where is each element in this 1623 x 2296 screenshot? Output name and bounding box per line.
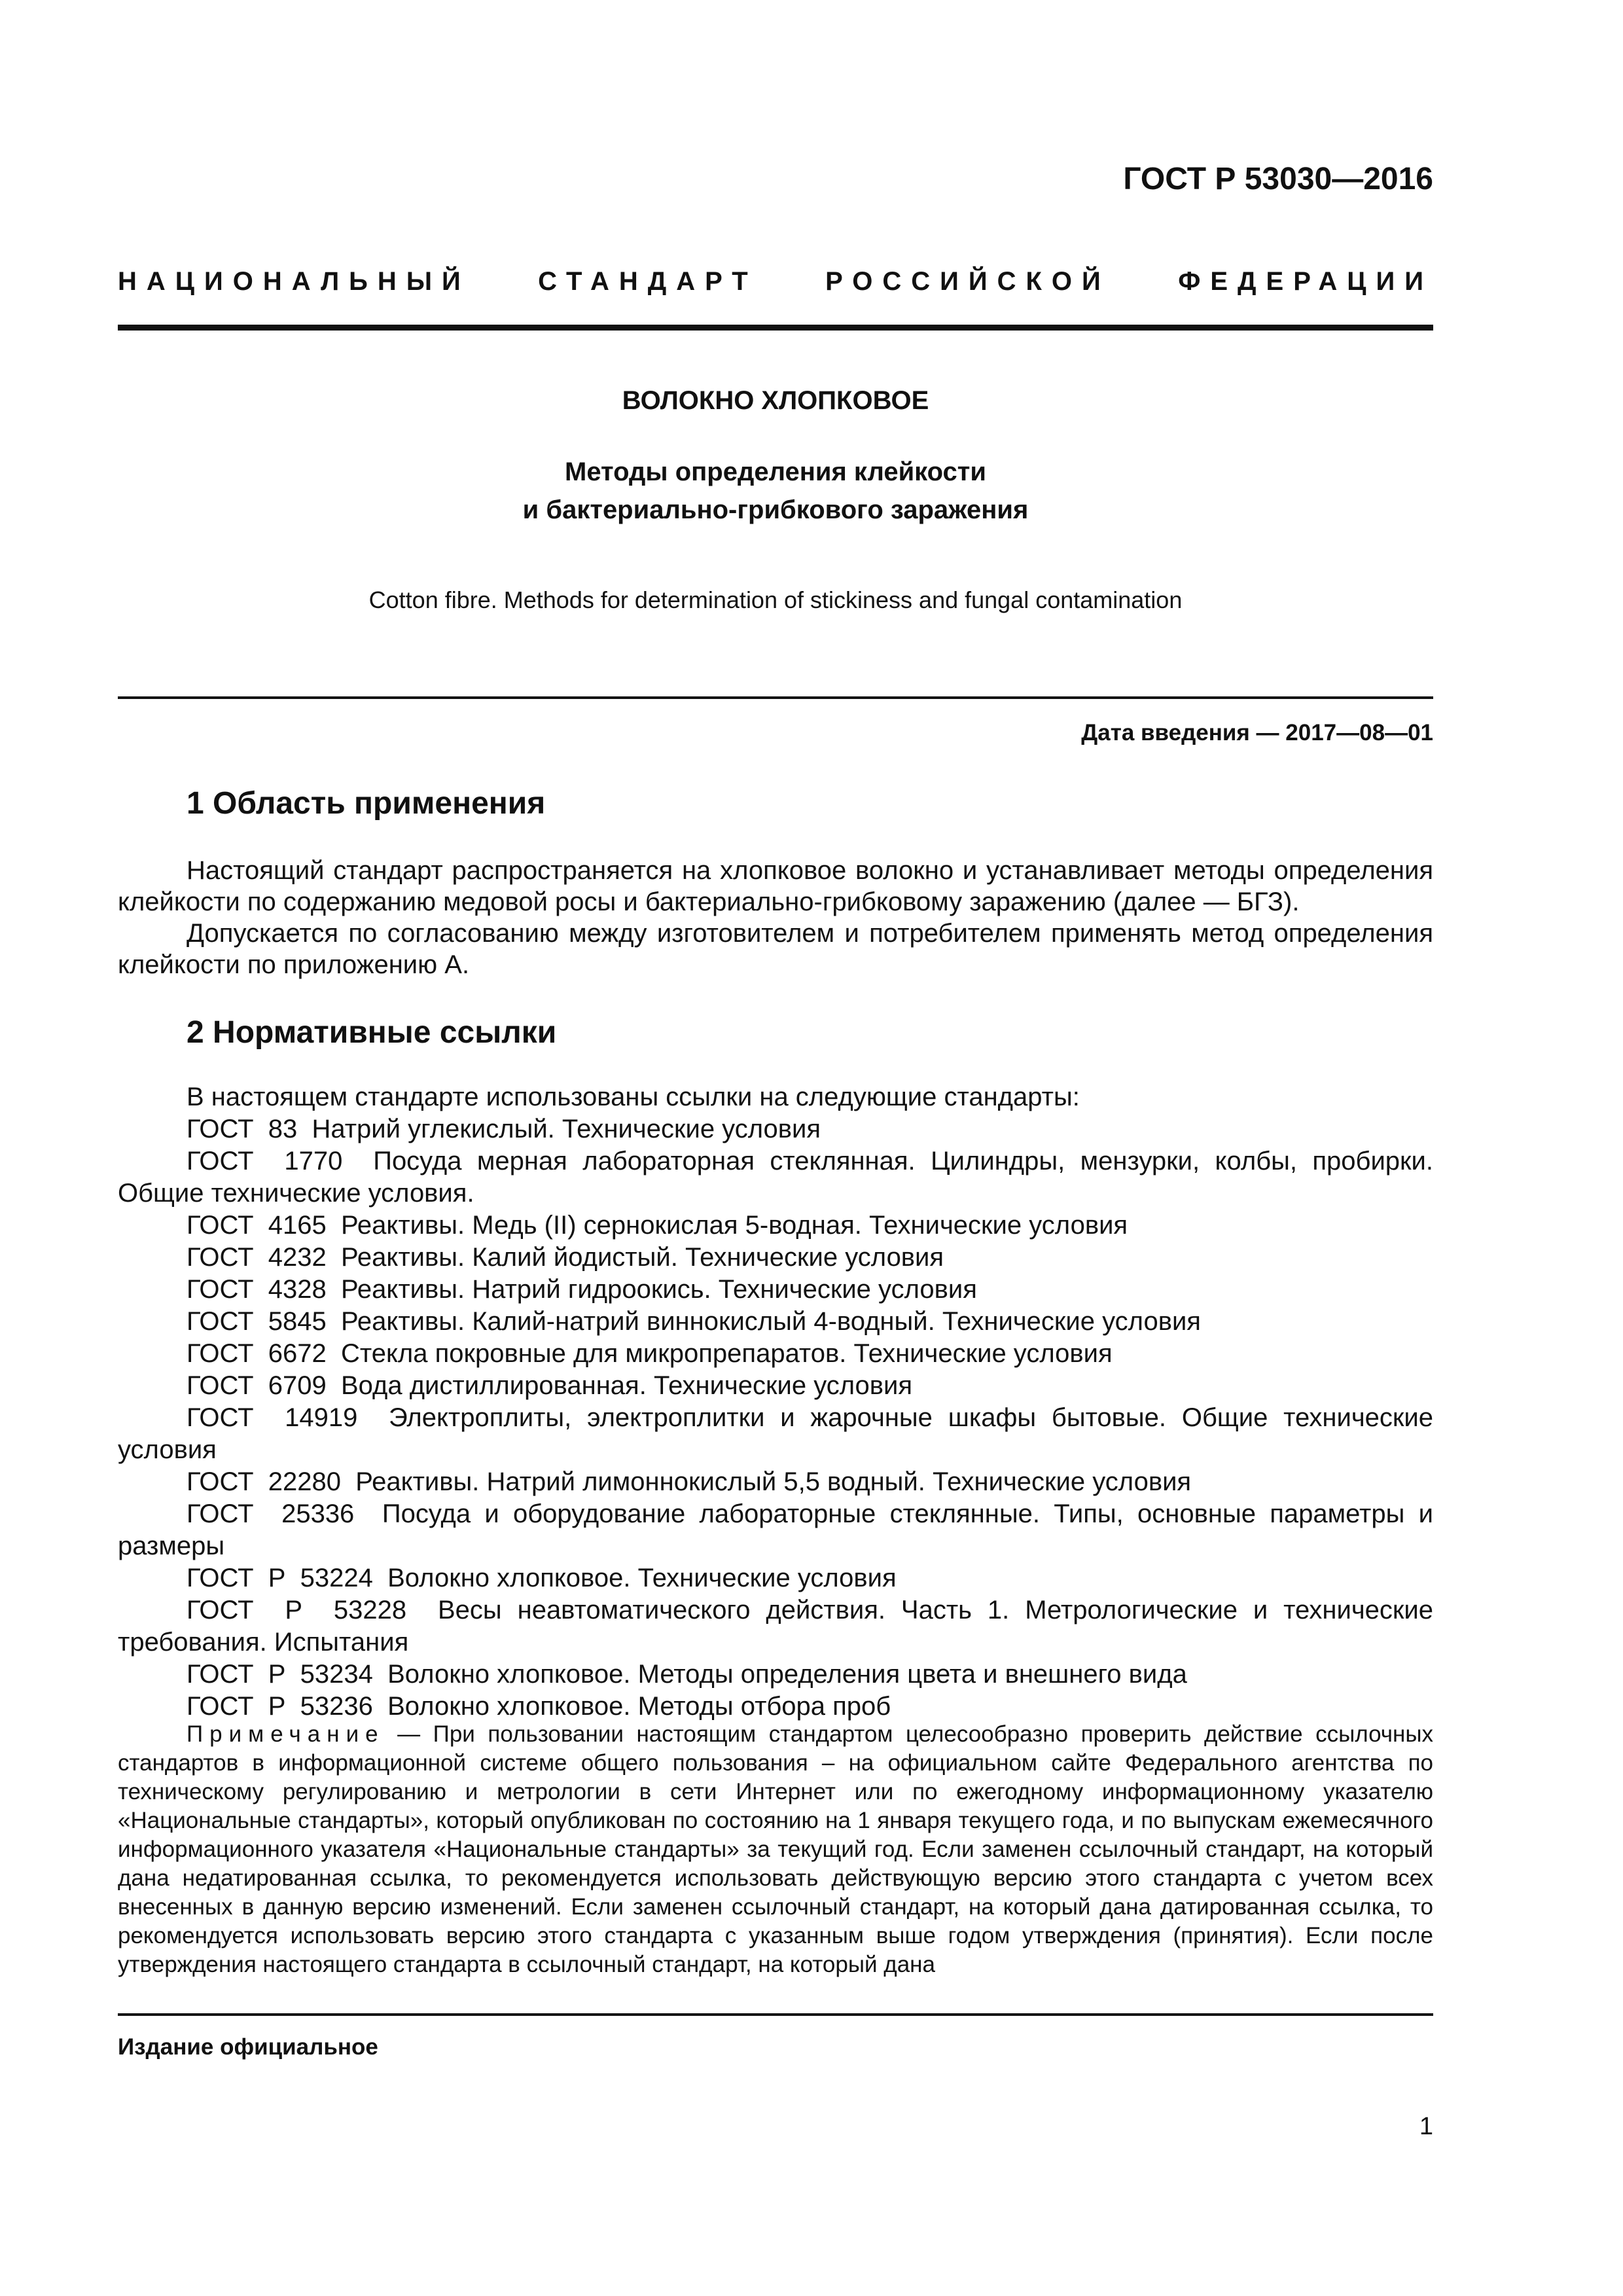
reference-item: [118, 1659, 1433, 1691]
document-subtitle: [118, 453, 1433, 529]
reference-code: ГОСТ Р 53236: [187, 1692, 373, 1721]
reference-title: Волокно хлопковое. Методы отбора проб: [387, 1692, 891, 1721]
reference-code: ГОСТ Р 53228: [187, 1596, 407, 1624]
subtitle-line: Методы определения клейкости: [565, 457, 986, 486]
reference-title: Волокно хлопковое. Технические условия: [387, 1564, 897, 1592]
reference-item: [118, 1402, 1433, 1466]
standard-code: ГОСТ Р 53030—2016: [1123, 162, 1433, 196]
reference-item: [118, 1594, 1433, 1659]
document-title: ВОЛОКНО ХЛОПКОВОЕ: [622, 386, 929, 415]
reference-item: [118, 1370, 1433, 1402]
reference-title: Стекла покровные для микропрепаратов. Технические условия: [340, 1339, 1113, 1368]
reference-item: [118, 1242, 1433, 1274]
reference-code: ГОСТ 6709: [187, 1371, 327, 1400]
reference-title: Натрий углекислый. Технические условия: [312, 1115, 821, 1143]
reference-code: ГОСТ Р 53234: [187, 1660, 373, 1689]
reference-item: [118, 1306, 1433, 1338]
reference-title: Посуда мерная лабораторная стеклянная. Цилиндры, мензурки, колбы, пробирки. Общие технические условия.: [118, 1147, 1433, 1208]
introduction-date: Дата введения — 2017—08—01: [1081, 720, 1433, 745]
reference-item: [118, 1145, 1433, 1210]
reference-code: ГОСТ 5845: [187, 1307, 327, 1336]
banner-word: РОССИЙСКОЙ: [825, 267, 1111, 296]
references-list: [118, 1081, 1433, 1723]
reference-item: [118, 1691, 1433, 1723]
reference-title: Весы неавтоматического действия. Часть 1. Метрологические и технические требования. Испытания: [118, 1596, 1433, 1657]
page-number: 1: [1419, 2113, 1433, 2140]
banner-word: СТАНДАРТ: [538, 267, 758, 296]
reference-code: ГОСТ 1770: [187, 1147, 343, 1175]
reference-title: Электроплиты, электроплитки и жарочные шкафы бытовые. Общие технические условия: [118, 1403, 1434, 1464]
reference-item: [118, 1466, 1433, 1498]
reference-code: ГОСТ 4165: [187, 1211, 327, 1240]
section-2-heading: 2 Нормативные ссылки: [187, 1015, 557, 1050]
banner-word: ФЕДЕРАЦИИ: [1178, 267, 1433, 296]
english-title: Cotton fibre. Methods for determination of stickiness and fungal contamination: [368, 586, 1183, 613]
reference-code: ГОСТ Р 53224: [187, 1564, 373, 1592]
header-divider: [118, 325, 1433, 331]
reference-item: [118, 1274, 1433, 1306]
note-label: Примечание: [187, 1721, 385, 1747]
reference-title: Волокно хлопковое. Методы определения цвета и внешнего вида: [387, 1660, 1187, 1689]
reference-title: Посуда и оборудование лабораторные стеклянные. Типы, основные параметры и размеры: [118, 1499, 1433, 1560]
paragraph: Настоящий стандарт распространяется на хлопковое волокно и устанавливает методы определения клейкости по содержанию медовой росы и бактериально-грибковому заражению (далее — БГЗ).: [118, 856, 1433, 916]
note-text: — При пользовании настоящим стандартом целесообразно проверить действие ссылочных стандартов в информационной системе общего пользования – на официальном сайте Федерального агентства по техническому регулированию и метрологии в сети Интернет или по ежегодному информационному указателю «Национальные стандарты», который опубликован по состоянию на 1 января текущего года, и по выпускам ежемесячного информационного указателя «Национальные стандарты» за текущий год. Если заменен ссылочный стандарт, на который дана недатированная ссылка, то рекомендуется использовать действующую версию этого стандарта с учетом всех внесенных в данную версию изменений. Если заменен ссылочный стандарт, на который дана датированная ссылка, то рекомендуется использовать версию этого стандарта с указанным выше годом утверждения (принятия). Если после утверждения настоящего стандарта в ссылочный стандарт, на который дана: [118, 1721, 1433, 1977]
reference-code: ГОСТ 14919: [187, 1403, 358, 1432]
banner-word: НАЦИОНАЛЬНЫЙ: [118, 267, 471, 296]
reference-code: ГОСТ 22280: [187, 1467, 341, 1496]
official-edition-label: Издание официальное: [118, 2034, 378, 2060]
reference-title: Реактивы. Натрий гидроокись. Технические условия: [340, 1275, 977, 1304]
reference-title: Реактивы. Натрий лимоннокислый 5,5 водный. Технические условия: [355, 1467, 1192, 1496]
standard-banner: [118, 267, 1433, 296]
reference-item: [118, 1498, 1433, 1562]
reference-item: [118, 1210, 1433, 1242]
references-note: [118, 1720, 1433, 1979]
paragraph: Допускается по согласованию между изготовителем и потребителем применять метод определения клейкости по приложению А.: [118, 919, 1433, 979]
footer-divider: [118, 2013, 1433, 2016]
reference-code: ГОСТ 4328: [187, 1275, 327, 1304]
section-1-body: [118, 855, 1433, 980]
reference-code: ГОСТ 6672: [187, 1339, 327, 1368]
reference-title: Вода дистиллированная. Технические условия: [340, 1371, 913, 1400]
reference-title: Реактивы. Калий-натрий виннокислый 4-водный. Технические условия: [340, 1307, 1201, 1336]
reference-title: Реактивы. Медь (II) сернокислая 5-водная. Технические условия: [340, 1211, 1128, 1240]
reference-item: [118, 1113, 1433, 1145]
reference-code: ГОСТ 25336: [187, 1499, 355, 1528]
section-1-heading: 1 Область применения: [187, 786, 546, 821]
reference-code: ГОСТ 83: [187, 1115, 298, 1143]
reference-item: [118, 1562, 1433, 1594]
reference-item: [118, 1338, 1433, 1370]
reference-title: Реактивы. Калий йодистый. Технические условия: [340, 1243, 944, 1272]
subtitle-line: и бактериально-грибкового заражения: [522, 495, 1029, 524]
references-intro: В настоящем стандарте использованы ссылки на следующие стандарты:: [187, 1083, 1080, 1111]
title-divider: [118, 696, 1433, 699]
reference-code: ГОСТ 4232: [187, 1243, 327, 1272]
